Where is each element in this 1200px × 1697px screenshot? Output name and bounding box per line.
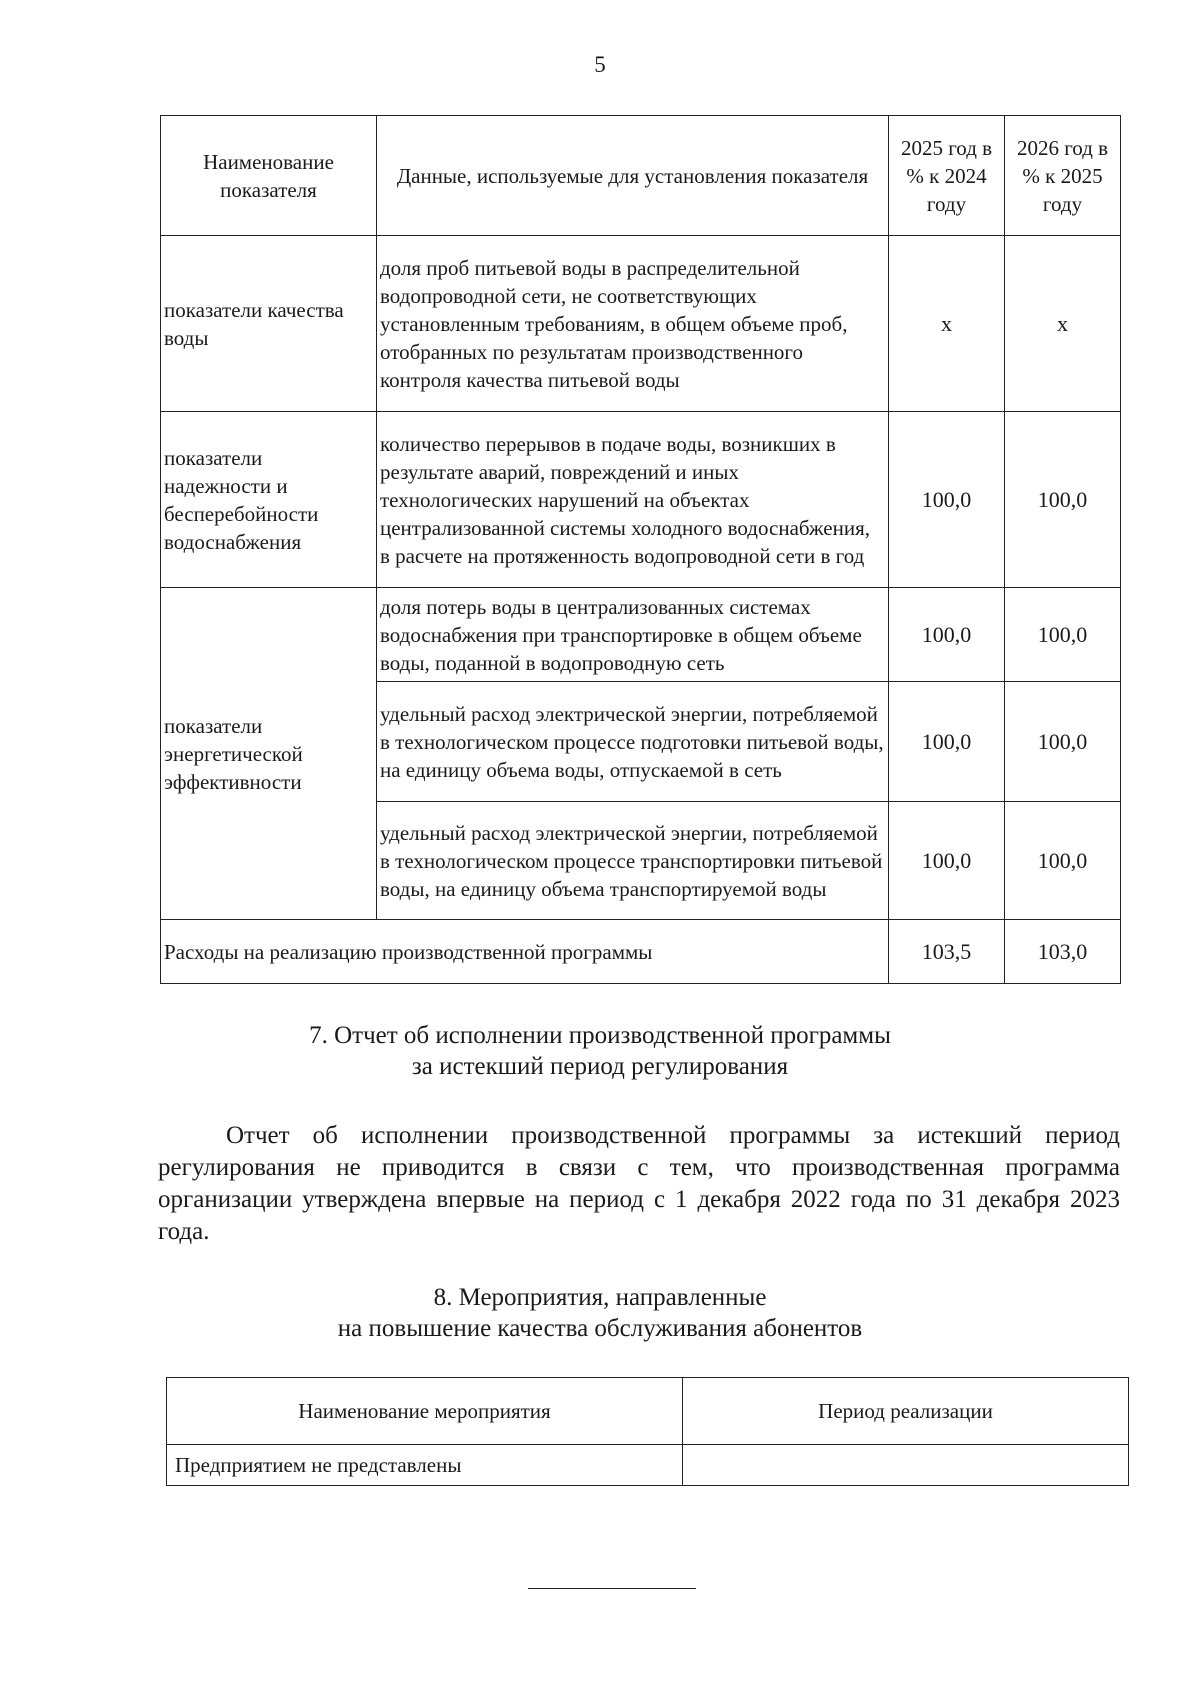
end-divider xyxy=(528,1588,696,1589)
total-2025: 103,5 xyxy=(889,920,1005,984)
page-number: 5 xyxy=(594,52,606,77)
total-2026: 103,0 xyxy=(1005,920,1121,984)
table-header-row xyxy=(167,1378,1129,1445)
group-water-quality: показатели качества воды xyxy=(161,236,377,412)
value-2026: 100,0 xyxy=(1005,682,1121,802)
value-2026: х xyxy=(1005,236,1121,412)
indicator-description: удельный расход электрической энергии, потребляемой в технологическом процессе транспортировки питьевой воды, на единицу объема транспортируемой воды xyxy=(377,802,889,920)
section7-paragraph: Отчет об исполнении производственной программы за истекший период регулирования не приводится в связи с тем, что производственная программа организации утверждена впервые на период с 1 декабря 2022 года по 31 декабря 2023 года. xyxy=(158,1122,1120,1245)
value-2025: 100,0 xyxy=(889,802,1005,920)
table-row xyxy=(161,412,1121,588)
indicator-description: количество перерывов в подаче воды, возникших в результате аварий, повреждений и иных технологических нарушений на объектах централизованной системы холодного водоснабжения, в расчете на протяженность водопроводной сети в год xyxy=(377,412,889,588)
section7-title-line1: 7. Отчет об исполнении производственной программы xyxy=(309,1022,891,1049)
section7-title-line2: за истекший период регулирования xyxy=(411,1053,789,1080)
indicator-description: доля проб питьевой воды в распределительной водопроводной сети, не соответствующих установленным требованиям, в общем объеме проб, отобранных по результатам производственного контроля качества питьевой воды xyxy=(377,236,889,412)
header-measure-name: Наименование мероприятия xyxy=(167,1378,683,1445)
header-indicator-name: Наименование показателя xyxy=(161,116,377,236)
table-row xyxy=(161,588,1121,682)
measure-period xyxy=(683,1445,1129,1486)
value-2025: х xyxy=(889,236,1005,412)
table-row xyxy=(167,1445,1129,1486)
total-label: Расходы на реализацию производственной программы xyxy=(161,920,889,984)
value-2025: 100,0 xyxy=(889,412,1005,588)
section7-title xyxy=(0,1020,1200,1082)
section8-title xyxy=(0,1282,1200,1344)
section8-title-line2: на повышение качества обслуживания абонентов xyxy=(337,1315,863,1342)
value-2025: 100,0 xyxy=(889,682,1005,802)
header-2025: 2025 год в % к 2024 году xyxy=(889,116,1005,236)
indicator-description: удельный расход электрической энергии, потребляемой в технологическом процессе подготовки питьевой воды, на единицу объема воды, отпускаемой в сеть xyxy=(377,682,889,802)
total-row xyxy=(161,920,1121,984)
section8-title-line1: 8. Мероприятия, направленные xyxy=(433,1284,767,1311)
header-period: Период реализации xyxy=(683,1378,1129,1445)
table-header-row xyxy=(161,116,1121,236)
value-2026: 100,0 xyxy=(1005,588,1121,682)
value-2025: 100,0 xyxy=(889,588,1005,682)
measure-name: Предприятием не представлены xyxy=(167,1445,683,1486)
header-data-used: Данные, используемые для установления показателя xyxy=(377,116,889,236)
measures-table xyxy=(166,1377,1129,1486)
indicator-description: доля потерь воды в централизованных системах водоснабжения при транспортировке в общем объеме воды, поданной в водопроводную сеть xyxy=(377,588,889,682)
value-2026: 100,0 xyxy=(1005,412,1121,588)
group-energy-efficiency: показатели энергетической эффективности xyxy=(161,588,377,920)
group-reliability: показатели надежности и бесперебойности водоснабжения xyxy=(161,412,377,588)
header-2026: 2026 год в % к 2025 году xyxy=(1005,116,1121,236)
indicators-table xyxy=(160,115,1121,984)
value-2026: 100,0 xyxy=(1005,802,1121,920)
table-row xyxy=(161,236,1121,412)
